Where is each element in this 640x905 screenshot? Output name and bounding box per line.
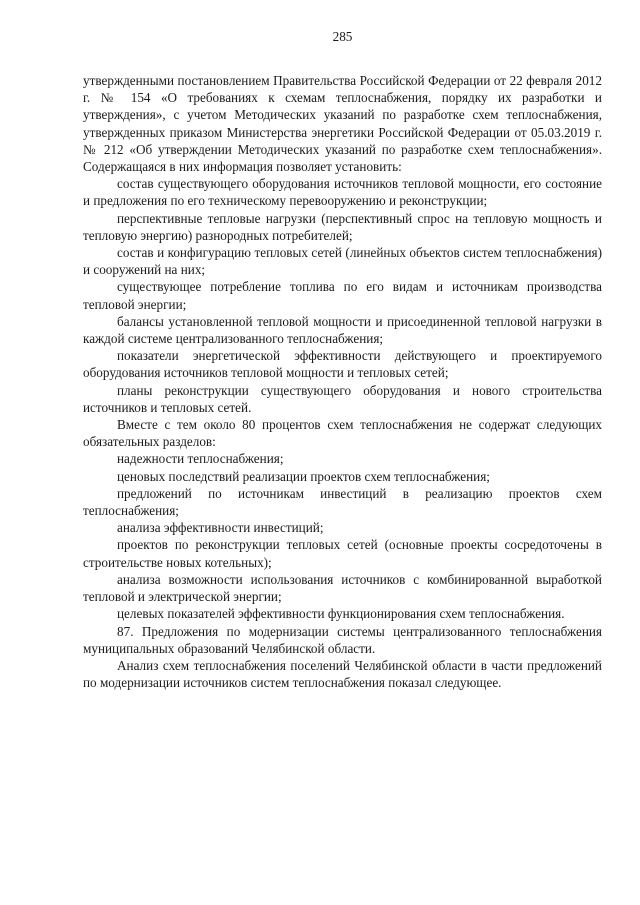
paragraph: Вместе с тем около 80 процентов схем теплоснабжения не содержат следующих обязательных разделов:	[83, 417, 602, 450]
paragraph: анализа возможности использования источников с комбинированной выработкой тепловой и электрической энергии;	[83, 571, 602, 605]
paragraph: ценовых последствий реализации проектов схем теплоснабжения;	[117, 468, 490, 484]
paragraph: Анализ схем теплоснабжения поселений Челябинской области в части предложений по модернизации источников систем теплоснабжения показал следующее.	[83, 657, 602, 691]
paragraph: состав и конфигурацию тепловых сетей (линейных объектов систем теплоснабжения) и сооружений на них;	[83, 245, 602, 278]
paragraph: планы реконструкции существующего оборудования и нового строительства источников и тепловых сетей.	[83, 382, 602, 415]
paragraph: перспективные тепловые нагрузки (перспективный спрос на тепловую мощность и тепловую энергию) разнородных потребителей;	[83, 210, 602, 243]
section-heading: 87. Предложения по модернизации системы централизованного теплоснабжения муниципальных образований Челябинской области.	[83, 623, 602, 656]
paragraph: предложений по источникам инвестиций в реализацию проектов схем теплоснабжения;	[83, 485, 602, 519]
paragraph: существующее потребление топлива по его видам и источникам производства тепловой энергии;	[83, 279, 602, 312]
page-number: 285	[332, 29, 353, 44]
paragraph: балансы установленной тепловой мощности и присоединенной тепловой нагрузки в каждой системе централизованного теплоснабжения;	[83, 313, 602, 347]
paragraph-continuation: утвержденными постановлением Правительства Российской Федерации от 22 февраля 2012 г. № 154 «О требованиях к схемам теплоснабжения, порядку их разработки и утверждения», с учетом Методических указаний по разработке схем теплоснабжения, утвержденных приказом Министерства энергетики Российской Федерации от 05.03.2019 г. № 212 «Об утверждении Методических указаний по разработке схем теплоснабжения». Содержащаяся в них информация позволяет установить:	[83, 73, 602, 175]
paragraph: состав существующего оборудования источников тепловой мощности, его состояние и предложения по его техническому перевооружению и реконструкции;	[83, 176, 602, 209]
paragraph: показатели энергетической эффективности действующего и проектируемого оборудования источников тепловой мощности и тепловых сетей;	[83, 348, 602, 381]
document-body	[83, 72, 602, 691]
paragraph: целевых показателей эффективности функционирования схем теплоснабжения.	[117, 606, 565, 622]
paragraph: надежности теплоснабжения;	[117, 451, 284, 467]
paragraph: анализа эффективности инвестиций;	[117, 520, 324, 536]
paragraph: проектов по реконструкции тепловых сетей (основные проекты сосредоточены в строительстве новых котельных);	[83, 537, 602, 570]
